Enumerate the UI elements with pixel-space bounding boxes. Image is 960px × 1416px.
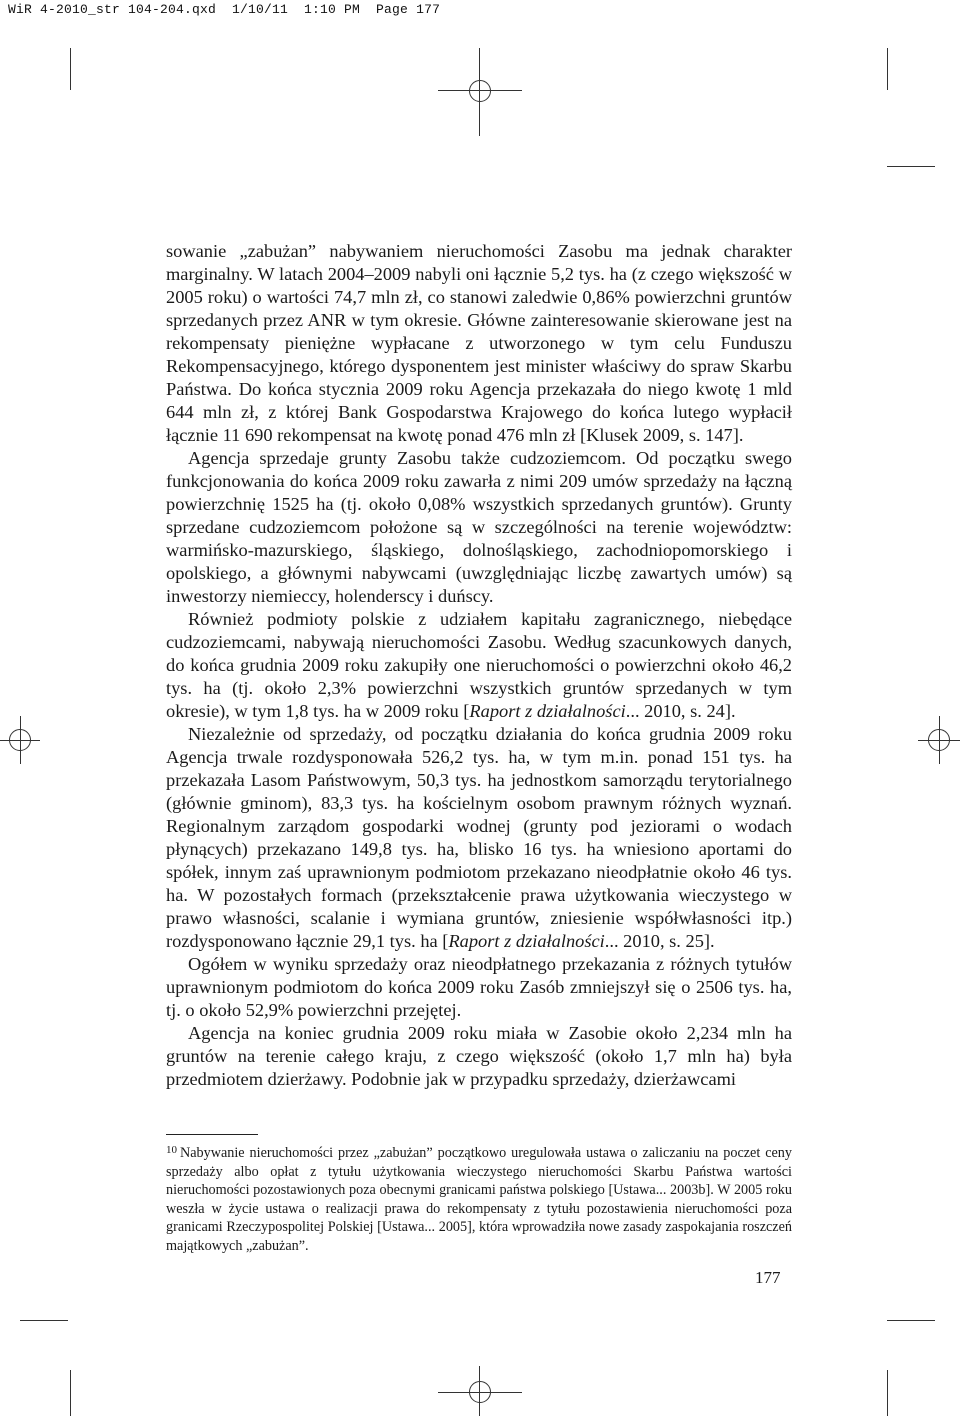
paragraph-3-end: ... 2010, s. 24]. (625, 701, 736, 721)
paragraph-4 (166, 723, 792, 953)
paragraph-5: Ogółem w wyniku sprzedaży oraz nieodpłatnego przekazania z różnych tytułów uprawnionym podmiotom do końca 2009 roku Zasób zmniejszył się o 2506 tys. ha, tj. o około 52,9% powierzchni przejętej. (166, 954, 792, 1020)
crop-mark-bottom-hline-right (887, 1320, 935, 1321)
paragraph-1: sowanie „zabużan” nabywaniem nieruchomości Zasobu ma jednak charakter marginalny. W latach 2004–2009 nabyli oni łącznie 5,2 tys. ha (z czego większość w 2005 roku) o wartości 74,7 mln zł, co stanowi zaledwie 0,86% powierzchni gruntów sprzedanych przez ANR w tym okresie. Główne zainteresowanie skierowane jest na rekompensaty pieniężne wypłacane z utworzonego w tym celu Funduszu Rekompensacyjnego, którego dysponentem jest minister właściwy do spraw Skarbu Państwa. Do końca stycznia 2009 roku Agencja przekazała do niego kwotę 1 mld 644 mln zł, z której Bank Gospodarstwa Krajowego do końca lutego wypłacił łącznie 11 690 rekompensat na kwotę ponad 476 mln zł [Klusek 2009, s. 147]. (166, 241, 792, 445)
print-slug: WiR 4-2010_str 104-204.qxd 1/10/11 1:10 PM Page 177 (8, 2, 441, 17)
footnote-rule (166, 1134, 258, 1135)
page-number: 177 (755, 1268, 781, 1287)
footnote (166, 1141, 792, 1255)
crop-mark-bottom-left (70, 1370, 71, 1416)
crop-mark-bottom-hline-left (20, 1320, 68, 1321)
crop-mark-top-right (887, 48, 888, 90)
registration-mark-top-circle (469, 80, 491, 102)
paragraph-4-text: Niezależnie od sprzedaży, od początku działania do końca grudnia 2009 roku Agencja trwale rozdysponowała 526,2 tys. ha, w tym m.in. ponad 151 tys. ha przekazała Lasom Państwowym, 50,3 tys. ha jednostkom samorządu terytorialnego (głównie gminom), 83,3 tys. ha kościelnym osobom prawnym różnych wyznań. Regionalnym zarządom gospodarki wodnej (grunty pod jeziorami o wodach płynących) przekazano 149,8 tys. ha, blisko 16 tys. ha wniesiono aportami do spółek, innym zaś uprawnionym podmiotom przekazano nieodpłatnie około 46 tys. ha. W pozostałych formach (przekształcenie prawa użytkowania wieczystego w prawo własności, scalanie i wymiana gruntów, zniesienie współwłasności itp.) rozdysponowano łącznie 29,1 tys. ha [ (166, 724, 792, 951)
paragraph-3 (166, 608, 792, 723)
footnote-text: Nabywanie nieruchomości przez „zabużan” początkowo uregulowała ustawa o zaliczaniu na poczet ceny sprzedaży albo opłat z tytułu użytkowania wieczystego nieruchomości Skarbu Państwa wartości nieruchomości pozostawionych poza obecnymi granicami państwa polskiego [Ustawa... 2003b]. W 2005 roku weszła w życie ustawa o realizacji prawa do rekompensaty z tytułu pozostawienia nieruchomości poza granicami Rzeczypospolitej Polskiej [Ustawa... 2005], która wprowadziła nowe zasady zaspokajania roszczeń majątkowych „zabużan”. (166, 1145, 792, 1254)
body-text (166, 240, 792, 1091)
crop-mark-top-left (70, 48, 71, 90)
paragraph-4-end: ... 2010, s. 25]. (604, 931, 715, 951)
registration-mark-right-circle (928, 729, 950, 751)
crop-mark-bottom-right (887, 1370, 888, 1416)
paragraph-6: Agencja na koniec grudnia 2009 roku miała w Zasobie około 2,234 mln ha gruntów na terenie całego kraju, z czego większość (około 1,7 mln ha) była przedmiotem dzierżawy. Podobnie jak w przypadku sprzedaży, dzierżawcami (166, 1023, 792, 1089)
footnote-number: 10 (166, 1144, 177, 1156)
registration-mark-left-circle (9, 729, 31, 751)
paragraph-3-text: Również podmioty polskie z udziałem kapitału zagranicznego, niebędące cudzoziemcami, nabywają nieruchomości Zasobu. Według szacunkowych danych, do końca grudnia 2009 roku zakupiły one nieruchomości o powierzchni około 46,2 tys. ha (tj. około 2,3% powierzchni wszystkich gruntów sprzedanych w tym okresie), w tym 1,8 tys. ha w 2009 roku [ (166, 609, 792, 721)
citation-title: Raport z działalności (469, 701, 626, 721)
registration-mark-bottom-circle (469, 1381, 491, 1403)
crop-mark-top-hline-right (887, 166, 935, 167)
paragraph-2: Agencja sprzedaje grunty Zasobu także cudzoziemcom. Od początku swego funkcjonowania do końca 2009 roku zawarła z nimi 209 umów sprzedaży na łączną powierzchnię 1525 ha (tj. około 0,08% wszystkich sprzedanych gruntów). Grunty sprzedane cudzoziemcom położone są w szczególności na terenie województw: warmińsko-mazurskiego, śląskiego, dolnośląskiego, zachodniopomorskiego i opolskiego, a głównymi nabywcami (uwzględniając liczbę zawartych umów) są inwestorzy niemieccy, holenderscy i duńscy. (166, 448, 792, 606)
citation-title: Raport z działalności (448, 931, 605, 951)
